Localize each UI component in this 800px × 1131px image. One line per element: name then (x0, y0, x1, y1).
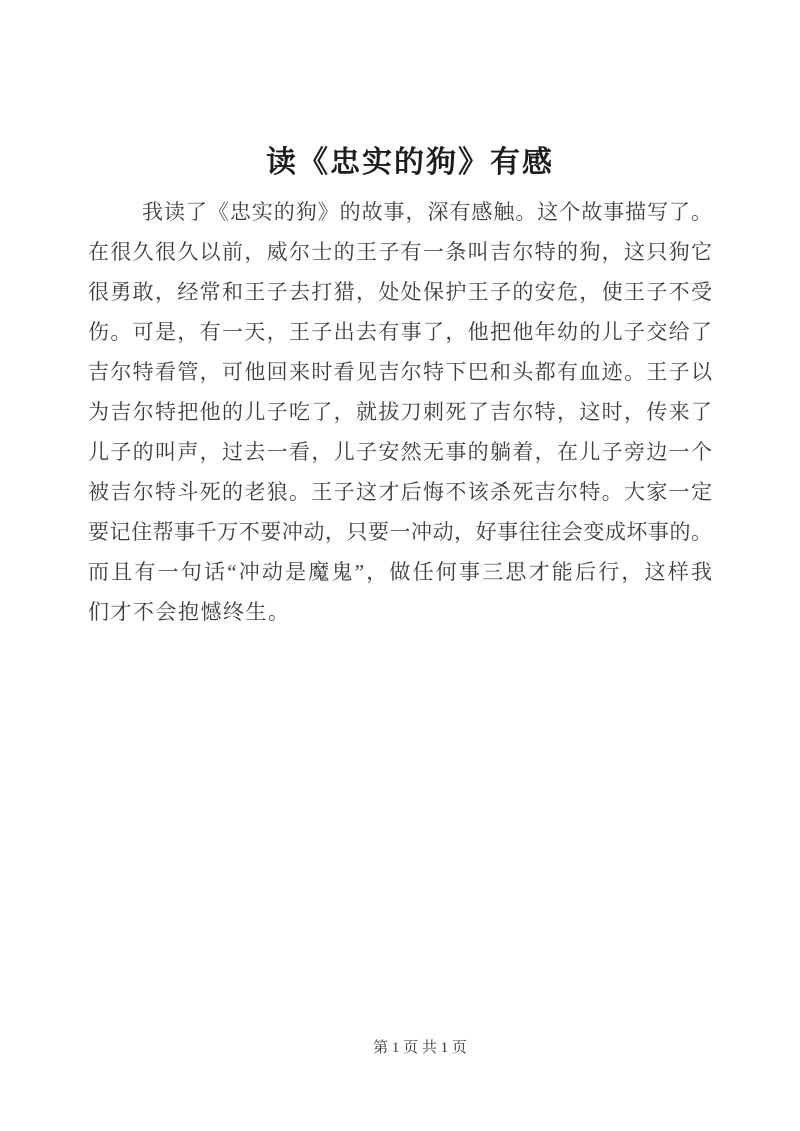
paragraph-line: 很勇敢，经常和王子去打猎，处处保护王子的安危，使王子不受 (88, 280, 712, 304)
paragraph-line: 为吉尔特把他的儿子吃了，就拔刀刺死了吉尔特，这时，传来了 (88, 400, 712, 424)
paragraph-line: 儿子的叫声，过去一看，儿子安然无事的躺着，在儿子旁边一个 (88, 440, 712, 464)
document-body (88, 192, 712, 632)
paragraph-line: 伤。可是，有一天，王子出去有事了，他把他年幼的儿子交给了 (88, 320, 712, 344)
paragraph-line: 被吉尔特斗死的老狼。王子这才后悔不该杀死吉尔特。大家一定 (88, 480, 712, 504)
paragraph-line: 要记住帮事千万不要冲动，只要一冲动，好事往往会变成坏事的。 (88, 520, 712, 544)
paragraph-line: 在很久很久以前，威尔士的王子有一条叫吉尔特的狗，这只狗它 (88, 240, 712, 264)
paragraph-line: 我读了《忠实的狗》的故事，深有感触。这个故事描写了。 (142, 200, 712, 224)
document-title: 读《忠实的狗》有感 (266, 146, 554, 179)
page-number-footer: 第 1 页 共 1 页 (373, 1040, 467, 1056)
paragraph-line: 吉尔特看管，可他回来时看见吉尔特下巴和头都有血迹。王子以 (88, 360, 712, 384)
paragraph-line: 而且有一句话“冲动是魔鬼”，做任何事三思才能后行，这样我 (88, 560, 712, 584)
paragraph-line: 们才不会抱憾终生。 (88, 600, 291, 624)
